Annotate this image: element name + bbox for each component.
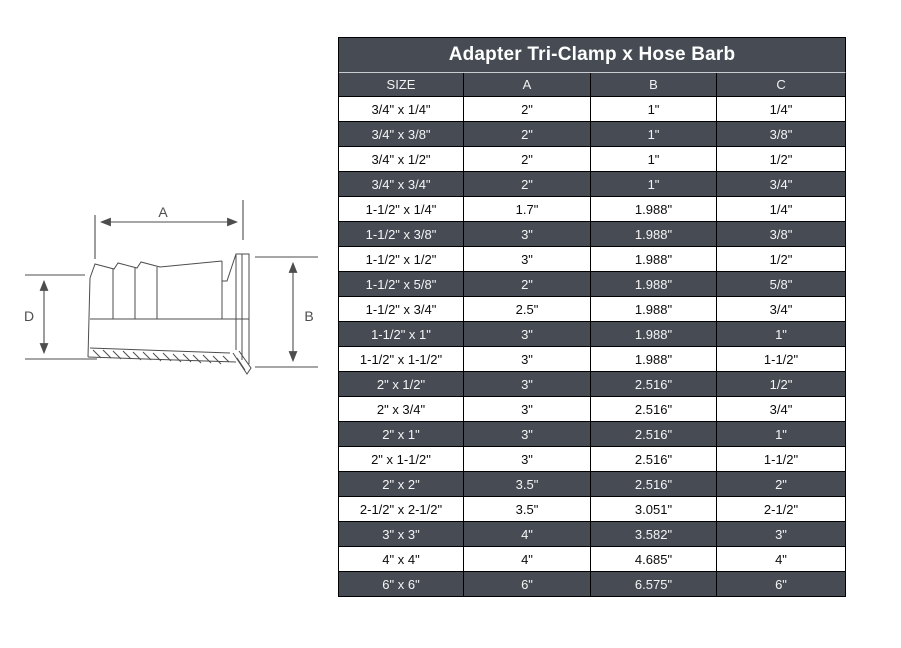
table-cell: 2.516"	[591, 472, 717, 497]
table-cell: 1.988"	[591, 297, 717, 322]
table-cell: 6" x 6"	[339, 572, 464, 597]
table-row	[339, 572, 846, 597]
table-cell: 6"	[464, 572, 591, 597]
table-row	[339, 372, 846, 397]
hose-barb-drawing-svg	[15, 192, 327, 392]
table-cell: 1-1/2"	[717, 447, 846, 472]
table-cell: 1/2"	[717, 247, 846, 272]
column-header-b: B	[591, 73, 717, 97]
table-row	[339, 522, 846, 547]
table-cell: 6"	[717, 572, 846, 597]
table-cell: 1/2"	[717, 372, 846, 397]
table-cell: 2" x 1"	[339, 422, 464, 447]
table-cell: 1.988"	[591, 247, 717, 272]
table-cell: 2-1/2" x 2-1/2"	[339, 497, 464, 522]
table-cell: 3.5"	[464, 472, 591, 497]
table-cell: 1.988"	[591, 272, 717, 297]
table-cell: 2.5"	[464, 297, 591, 322]
table-title: Adapter Tri-Clamp x Hose Barb	[339, 38, 846, 73]
table-row	[339, 347, 846, 372]
table-cell: 3"	[464, 322, 591, 347]
table-cell: 6.575"	[591, 572, 717, 597]
table-cell: 5/8"	[717, 272, 846, 297]
table-row	[339, 422, 846, 447]
column-header-c: C	[717, 73, 846, 97]
column-header-size: SIZE	[339, 73, 464, 97]
table-cell: 3/4" x 3/8"	[339, 122, 464, 147]
table-cell: 3/4" x 1/4"	[339, 97, 464, 122]
table-row	[339, 322, 846, 347]
dimension-b-label: B	[304, 308, 314, 324]
table-cell: 1"	[717, 322, 846, 347]
table-cell: 3"	[464, 222, 591, 247]
table-cell: 3"	[717, 522, 846, 547]
table-cell: 1-1/2" x 1-1/2"	[339, 347, 464, 372]
table-cell: 2"	[464, 97, 591, 122]
table-row	[339, 197, 846, 222]
table-cell: 3/4" x 1/2"	[339, 147, 464, 172]
table-row	[339, 447, 846, 472]
dimension-a-label: A	[158, 204, 168, 220]
table-cell: 2"	[464, 172, 591, 197]
table-cell: 1/2"	[717, 147, 846, 172]
table-cell: 4"	[464, 547, 591, 572]
table-cell: 3.5"	[464, 497, 591, 522]
table-cell: 1-1/2"	[717, 347, 846, 372]
table-body	[339, 97, 846, 597]
table-row	[339, 172, 846, 197]
table-cell: 3.051"	[591, 497, 717, 522]
table-row	[339, 397, 846, 422]
table-cell: 1-1/2" x 5/8"	[339, 272, 464, 297]
table-cell: 1-1/2" x 3/4"	[339, 297, 464, 322]
table-cell: 1.988"	[591, 222, 717, 247]
table-cell: 3/4"	[717, 172, 846, 197]
table-cell: 3"	[464, 247, 591, 272]
table-row	[339, 472, 846, 497]
table-cell: 2.516"	[591, 372, 717, 397]
table-cell: 2.516"	[591, 422, 717, 447]
table-row	[339, 97, 846, 122]
table-header-row	[339, 73, 846, 97]
table-cell: 3/8"	[717, 222, 846, 247]
hose-barb-drawing	[15, 192, 327, 392]
table-cell: 1"	[591, 122, 717, 147]
table-cell: 1"	[591, 97, 717, 122]
table-cell: 1"	[717, 422, 846, 447]
table-cell: 3"	[464, 397, 591, 422]
table-cell: 2.516"	[591, 447, 717, 472]
dimension-d-label: D	[23, 308, 35, 324]
column-header-a: A	[464, 73, 591, 97]
table-cell: 3/4"	[717, 397, 846, 422]
table-cell: 2" x 1-1/2"	[339, 447, 464, 472]
dimension-d	[25, 275, 97, 359]
table-row	[339, 547, 846, 572]
table-cell: 2.516"	[591, 397, 717, 422]
table-cell: 1-1/2" x 1"	[339, 322, 464, 347]
dimension-a	[95, 200, 243, 259]
table-row	[339, 247, 846, 272]
table-cell: 1.988"	[591, 322, 717, 347]
spec-table	[338, 37, 846, 597]
table-cell: 2" x 2"	[339, 472, 464, 497]
table-cell: 2" x 1/2"	[339, 372, 464, 397]
table-cell: 2"	[717, 472, 846, 497]
table-cell: 1-1/2" x 3/8"	[339, 222, 464, 247]
table-cell: 1-1/2" x 1/4"	[339, 197, 464, 222]
table-row	[339, 147, 846, 172]
table-cell: 4"	[717, 547, 846, 572]
table-cell: 1-1/2" x 1/2"	[339, 247, 464, 272]
table-row	[339, 122, 846, 147]
table-cell: 3/4" x 3/4"	[339, 172, 464, 197]
table-cell: 2"	[464, 272, 591, 297]
table-cell: 3"	[464, 347, 591, 372]
table-title-row	[339, 38, 846, 73]
table-cell: 2-1/2"	[717, 497, 846, 522]
table-row	[339, 497, 846, 522]
table-cell: 4"	[464, 522, 591, 547]
table-row	[339, 272, 846, 297]
table-cell: 1/4"	[717, 197, 846, 222]
table-cell: 1.988"	[591, 197, 717, 222]
table-cell: 1.7"	[464, 197, 591, 222]
table-row	[339, 297, 846, 322]
table-cell: 1.988"	[591, 347, 717, 372]
table-cell: 3"	[464, 372, 591, 397]
table-cell: 2"	[464, 122, 591, 147]
table-row	[339, 222, 846, 247]
table-cell: 1/4"	[717, 97, 846, 122]
table-cell: 2" x 3/4"	[339, 397, 464, 422]
table-cell: 2"	[464, 147, 591, 172]
table-cell: 3" x 3"	[339, 522, 464, 547]
table-cell: 3/8"	[717, 122, 846, 147]
table-cell: 4" x 4"	[339, 547, 464, 572]
table-cell: 3.582"	[591, 522, 717, 547]
table-cell: 3/4"	[717, 297, 846, 322]
table-cell: 3"	[464, 447, 591, 472]
table-cell: 1"	[591, 147, 717, 172]
table-cell: 3"	[464, 422, 591, 447]
table-cell: 1"	[591, 172, 717, 197]
adapter-body-outline	[88, 254, 251, 374]
table-cell: 4.685"	[591, 547, 717, 572]
